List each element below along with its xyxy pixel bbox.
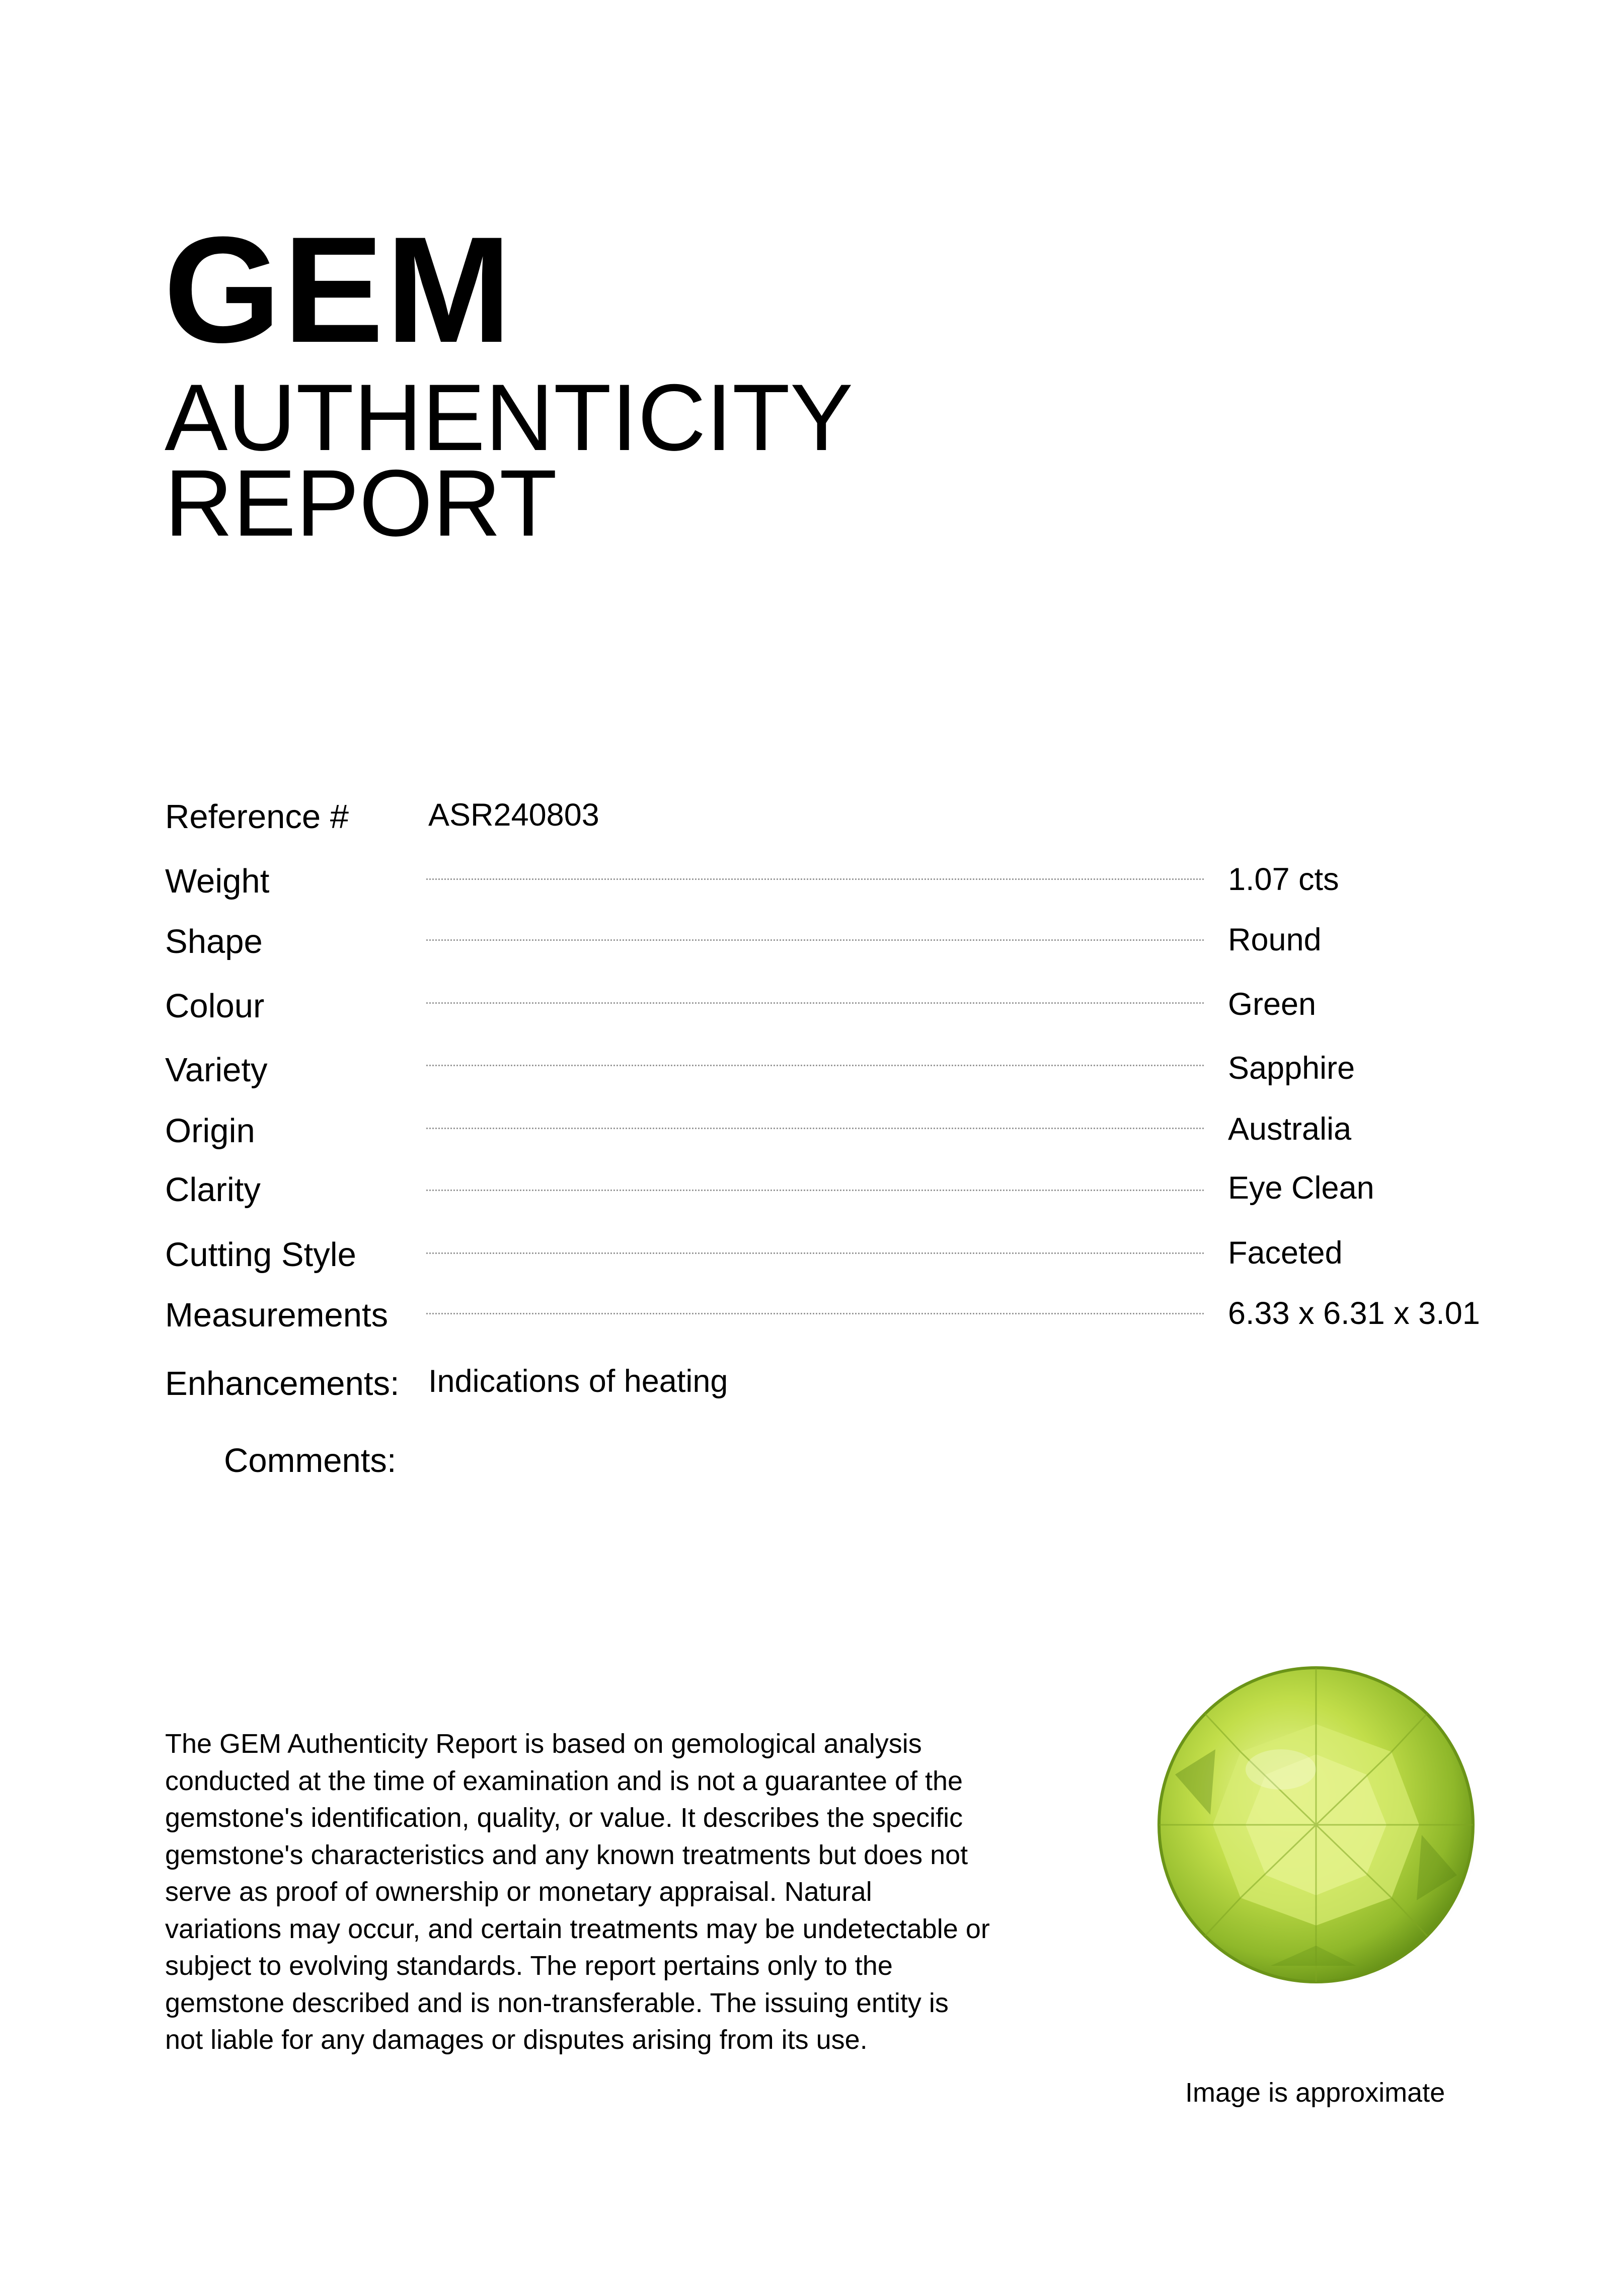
spec-value-weight: 1.07 cts [1228, 862, 1339, 897]
reference-value: ASR240803 [428, 797, 599, 833]
reference-label: Reference # [165, 798, 349, 836]
spec-value-colour: Green [1228, 987, 1317, 1022]
spec-label-cutting-style: Cutting Style [165, 1236, 356, 1274]
report-title-line-1: AUTHENTICITY [165, 364, 854, 470]
spec-label-measurements: Measurements [165, 1296, 389, 1334]
spec-value-cutting-style: Faceted [1228, 1235, 1343, 1271]
spec-value-variety: Sapphire [1228, 1051, 1355, 1086]
spec-label-weight: Weight [165, 862, 270, 900]
leader-line [426, 1128, 1204, 1129]
spec-value-measurements: 6.33 x 6.31 x 3.01 [1228, 1296, 1480, 1331]
leader-line [426, 1002, 1204, 1004]
report-brand: GEM [164, 205, 514, 374]
disclaimer-text: The GEM Authenticity Report is based on gemological analysis conducted at the time of examination and is not a guarantee of the gemstone's identification, quality, or value. It describes the specific gemstone's characteristics and any known treatments but does not serve as proof of ownership or monetary appraisal. Natural variations may occur, and certain treatments may be undetectable or subject to evolving standards. The report pertains only to the gemstone described and is non-transferable. The issuing entity is not liable for any damages or disputes arising from its use. [165, 1729, 990, 2055]
leader-line [426, 1252, 1204, 1254]
spec-label-clarity: Clarity [165, 1171, 261, 1209]
spec-value-shape: Round [1228, 922, 1322, 957]
spec-label-colour: Colour [165, 987, 265, 1025]
leader-line [426, 878, 1204, 880]
leader-line [426, 1190, 1204, 1191]
gemstone-image [1155, 1664, 1477, 1986]
image-caption: Image is approximate [1185, 2078, 1445, 2108]
report-title-line-2: REPORT [165, 450, 557, 556]
leader-line [426, 939, 1204, 941]
enhancements-value: Indications of heating [428, 1364, 728, 1399]
leader-line [426, 1313, 1204, 1314]
spec-label-origin: Origin [165, 1112, 255, 1150]
spec-label-variety: Variety [165, 1051, 268, 1089]
leader-line [426, 1065, 1204, 1066]
spec-label-shape: Shape [165, 923, 263, 960]
spec-value-origin: Australia [1228, 1112, 1352, 1147]
enhancements-label: Enhancements: [165, 1365, 400, 1402]
comments-label: Comments: [224, 1442, 397, 1479]
spec-value-clarity: Eye Clean [1228, 1170, 1374, 1206]
